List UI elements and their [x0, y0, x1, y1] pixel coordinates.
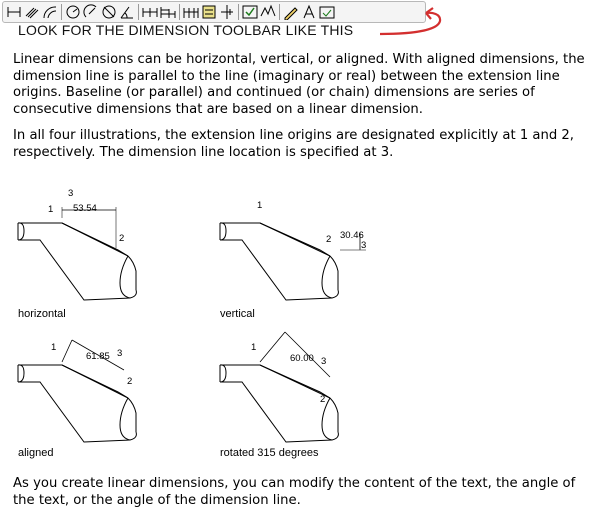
figure-rotated — [220, 332, 338, 442]
fig-horizontal-label-2: 2 — [119, 233, 125, 244]
closing-paragraph: As you create linear dimensions, you can modify the content of the text, the angle of the text, or the angle of the dimension line. — [13, 476, 576, 508]
fig-vertical-label-1: 1 — [257, 200, 263, 211]
fig-rotated-value: 60.00 — [290, 353, 314, 364]
fig-horizontal-value: 53.54 — [73, 203, 97, 214]
fig-aligned-label-3: 3 — [117, 348, 123, 359]
fig-vertical-label-2: 2 — [326, 234, 332, 245]
fig-vertical-value: 30.46 — [340, 230, 364, 241]
fig-rotated-label-2: 2 — [320, 394, 326, 405]
caption-vertical: vertical — [220, 308, 255, 320]
fig-aligned-label-2: 2 — [127, 376, 133, 387]
intro-paragraph: Linear dimensions can be horizontal, vertical, or aligned. With aligned dimensions, the dimension line is parallel to the line (imaginary or real) between the extension line origins. Baseline (or parallel) and continued (or chain) dimensions are series of consecutive dimensions that are based on a linear dimension. — [13, 52, 585, 117]
headline: LOOK FOR THE DIMENSION TOOLBAR LIKE THIS — [18, 22, 354, 38]
caption-aligned: aligned — [18, 447, 54, 459]
fig-aligned-value: 61.85 — [86, 351, 110, 362]
fig-horizontal-label-3: 3 — [68, 188, 74, 199]
caption-horizontal: horizontal — [18, 308, 66, 320]
fig-rotated-label-3: 3 — [321, 356, 327, 367]
caption-rotated: rotated 315 degrees — [220, 447, 319, 459]
fig-vertical-label-3: 3 — [361, 240, 367, 251]
figure-horizontal — [18, 207, 136, 300]
illustrations-paragraph: In all four illustrations, the extension line origins are designated explicitly at 1 and 2, respectively. The dimension line location is specified at 3. — [13, 128, 574, 160]
fig-horizontal-label-1: 1 — [48, 204, 54, 215]
fig-aligned-label-1: 1 — [51, 342, 57, 353]
fig-rotated-label-1: 1 — [251, 342, 257, 353]
